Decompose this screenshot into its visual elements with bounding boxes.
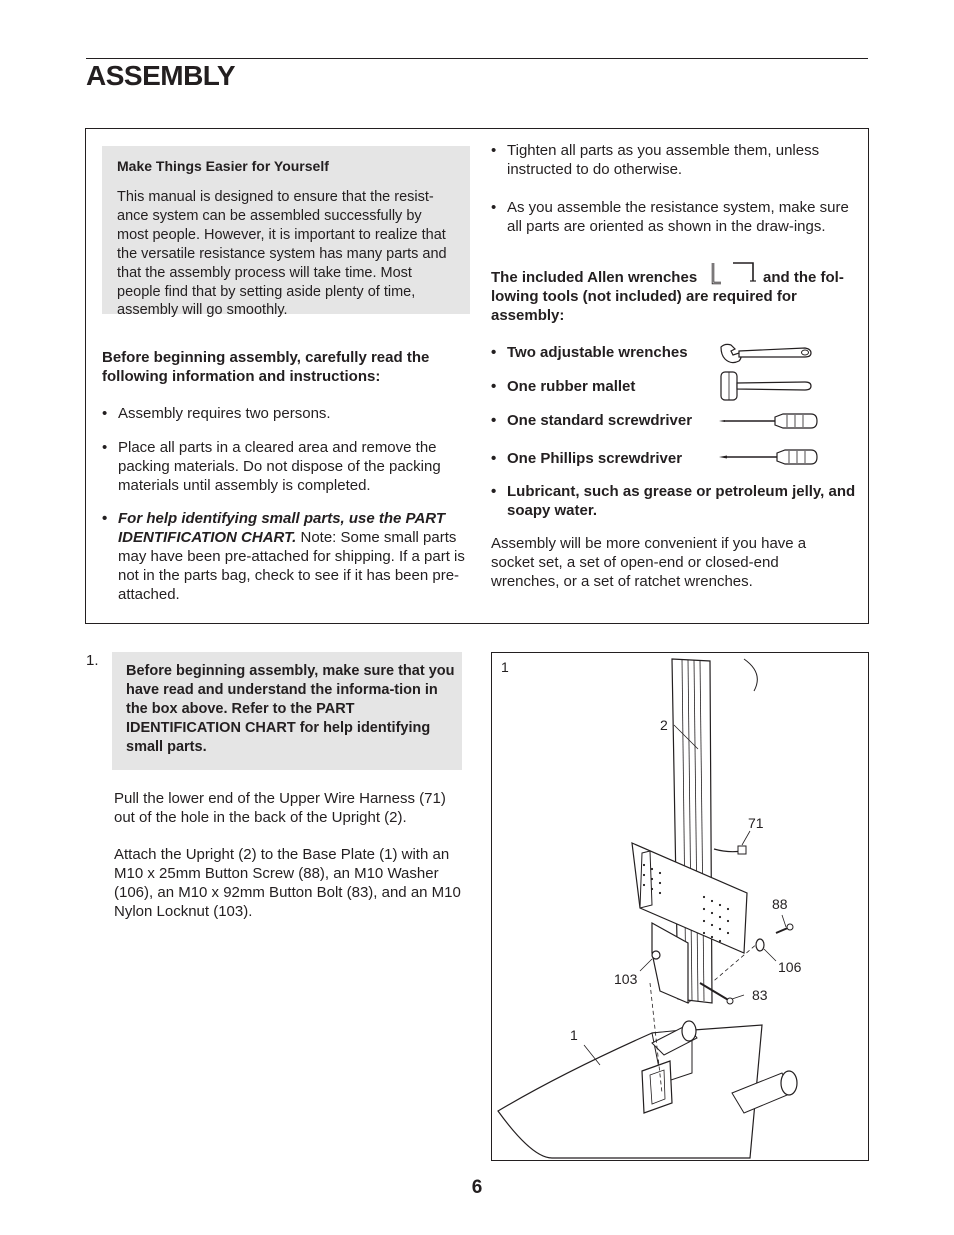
tip-box	[102, 146, 470, 319]
figure-step-label: 1	[501, 659, 509, 675]
callout-wire-harness: 71	[748, 815, 764, 831]
bullet-orientation: • As you assemble the resistance system, make sure all parts are oriented as shown in the draw-ings.	[491, 199, 862, 237]
page-title: ASSEMBLY	[86, 60, 236, 91]
part-identification-emphasis: For help identifying small parts, use the PART IDENTIFICATION CHART.	[118, 510, 445, 546]
step-paragraph-attach-upright: Attach the Upright (2) to the Base Plate (1) with an M10 x 25mm Button Screw (88), an M10 Washer (106), an M10 x 92mm Button Bolt (83), and an M10 Nylon Locknut (103).	[114, 846, 461, 920]
callout-button-screw: 88	[772, 896, 788, 912]
rubber-mallet-icon	[719, 370, 813, 402]
callout-washer: 106	[778, 959, 802, 975]
tool-phillips-screwdriver	[491, 450, 859, 472]
step-note-box	[112, 652, 462, 770]
step-number: 1.	[86, 652, 99, 669]
bullet-cleared-area: • Place all parts in a cleared area and remove the packing materials. Do not dispose of the packing materials until assembly is completed.	[102, 439, 470, 496]
standard-screwdriver-icon	[717, 411, 819, 431]
tool-label: • One standard screwdriver	[491, 412, 692, 431]
tools-intro-part-b: and the fol-lowing tools (not included) are required for assembly:	[491, 269, 844, 324]
tool-rubber-mallet	[491, 378, 859, 400]
tool-adjustable-wrenches	[491, 344, 859, 366]
assembly-figure	[491, 652, 869, 1161]
step-paragraph-wire-harness: Pull the lower end of the Upper Wire Harness (71) out of the hole in the back of the Upright (2).	[114, 790, 446, 826]
tool-label: • One Phillips screwdriver	[491, 450, 682, 469]
top-rule	[86, 58, 868, 59]
phillips-screwdriver-icon	[717, 447, 819, 467]
page-number: 6	[471, 1177, 483, 1198]
info-box	[85, 128, 869, 624]
bullet-part-identification	[102, 510, 470, 605]
tool-label: • Two adjustable wrenches	[491, 344, 688, 363]
callout-locknut: 103	[614, 971, 638, 987]
assembly-drawing	[492, 653, 868, 1160]
tools-intro	[491, 269, 859, 329]
part-identification-note: Note: Some small parts may have been pre-attached for shipping. If a part is not in the parts bag, check to see if it has been pre-attached.	[118, 528, 465, 603]
callout-base-plate: 1	[570, 1027, 578, 1043]
bullet-tighten: • Tighten all parts as you assemble them, unless instructed to do otherwise.	[491, 142, 859, 180]
instructions-intro: Before beginning assembly, carefully read the following information and instructions:	[102, 349, 430, 385]
tools-intro-part-a: The included Allen wrenches	[491, 269, 698, 286]
tool-label: • One rubber mallet	[491, 378, 635, 397]
bullet-lubricant: • Lubricant, such as grease or petroleum jelly, and soapy water.	[491, 483, 862, 521]
tip-body: This manual is designed to ensure that the resist-ance system can be assembled successfully by most people. However, it is important to realize that the versatile resistance system has many parts and that the assembly process will take time. Most people find that by setting aside plenty of time, assembly will go smoothly.	[117, 189, 447, 319]
callout-button-bolt: 83	[752, 987, 768, 1003]
adjustable-wrench-icon	[719, 341, 813, 367]
tool-standard-screwdriver	[491, 412, 859, 434]
step-note: Before beginning assembly, make sure that you have read and understand the informa-tion in the box above. Refer to the PART IDENTIFICATION CHART for help identifying small parts.	[126, 663, 455, 755]
tip-title: Make Things Easier for Yourself	[117, 158, 329, 174]
convenience-note: Assembly will be more convenient if you have a socket set, a set of open-end or closed-end wrenches, or a set of ratchet wrenches.	[491, 535, 807, 590]
bullet-two-persons: • Assembly requires two persons.	[102, 405, 468, 424]
callout-upright: 2	[660, 717, 668, 733]
